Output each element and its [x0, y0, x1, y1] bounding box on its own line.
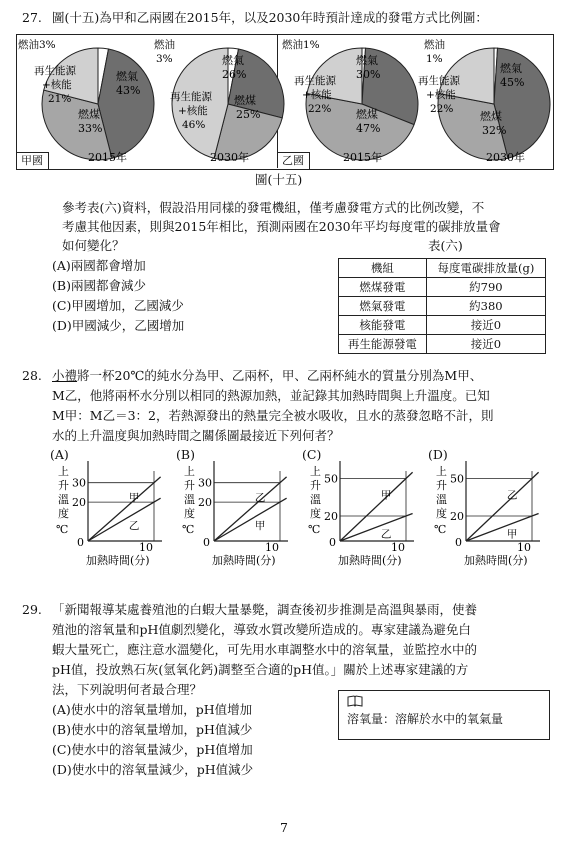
y-axis-char: ℃: [434, 523, 447, 536]
pie-a2030-coal-label-2: 25%: [236, 108, 261, 121]
q28-option-b-label: (B): [176, 447, 195, 462]
table-cell: 燃煤發電: [339, 278, 427, 297]
q29-option-c[interactable]: (C)使水中的溶氧量減少，pH值增加: [52, 742, 253, 757]
tick-label: 0: [455, 536, 462, 549]
q29-note-box: [338, 690, 550, 740]
q28-graph-d[interactable]: [426, 445, 552, 571]
tick-label: 0: [329, 536, 336, 549]
pie-b2015-coal-label-1: 燃煤: [356, 108, 378, 121]
q28-graph-d-svg: [426, 445, 552, 571]
pie-a2030-year: 2030年: [210, 151, 249, 164]
series-label-jia: 甲: [380, 489, 392, 502]
q28-line4: 水的上升溫度與加熱時間之關係圖最接近下列何者？: [52, 428, 340, 443]
series-line-jia: [214, 498, 287, 541]
table-row: [339, 316, 546, 335]
pie-a2030-renew-label-3: 46%: [182, 119, 206, 131]
series-label-yi: 乙: [254, 491, 266, 504]
q28-option-c-label: (C): [302, 447, 322, 462]
pie-a2015-coal-label-1: 燃煤: [78, 108, 100, 121]
q29-number: 29.: [22, 602, 42, 617]
pie-a2015-gas-label-1: 燃氣: [116, 70, 138, 83]
pie-b2030-oil-label-1: 燃油: [424, 39, 445, 51]
y-axis-char: 度: [310, 507, 321, 520]
y-axis-char: 上: [58, 465, 69, 478]
pie-a2030-gas-label-2: 26%: [222, 68, 247, 81]
pie-a2015-coal-label-2: 33%: [78, 122, 103, 135]
q28-graph-a[interactable]: [48, 445, 174, 571]
q29-option-a[interactable]: (A)使水中的溶氧量增加，pH值增加: [52, 702, 253, 717]
country-b-label: 乙國: [277, 152, 310, 169]
pie-b2015-renew-label-3: 22%: [308, 103, 332, 115]
pie-b2030-renew-label-3: 22%: [430, 103, 454, 115]
y-axis-char: 溫: [436, 493, 447, 506]
tick-label: 30: [72, 476, 86, 490]
q29-line3: 蝦大量死亡，應注意水溫變化，可先用水車調整水中的溶氧量，並監控水中的: [52, 642, 478, 657]
pie-a2015-renew-label-3: 21%: [48, 93, 72, 105]
y-axis-char: ℃: [308, 523, 321, 536]
series-line-yi: [214, 477, 287, 541]
page-number: 7: [280, 820, 288, 835]
q27-stem: 圖(十五)為甲和乙兩國在2015年，以及2030年時預計達成的發電方式比例圖：: [52, 10, 488, 25]
tick-label: 0: [77, 536, 84, 549]
y-axis-char: 上: [184, 465, 195, 478]
y-axis-char: ℃: [182, 523, 195, 536]
series-line-jia: [340, 472, 413, 541]
pie-b2030-renew-label-2: +核能: [426, 89, 456, 101]
tick-label: 10: [139, 541, 153, 554]
table-cell: 接近0: [426, 316, 545, 335]
q27-option-d[interactable]: (D)甲國減少，乙國增加: [52, 318, 185, 333]
series-line-jia: [466, 514, 539, 542]
y-axis-char: 度: [58, 507, 69, 520]
table-cell: 約790: [426, 278, 545, 297]
q29-line2: 殖池的溶氧量和pH值劇烈變化，導致水質改變所造成的。專家建議為避免白: [52, 622, 471, 637]
series-label-jia: 甲: [506, 528, 518, 541]
figure-15-caption: 圖(十五): [255, 172, 303, 187]
tick-label: 10: [517, 541, 531, 554]
tick-label: 10: [265, 541, 279, 554]
table-row: [339, 297, 546, 316]
y-axis-char: 溫: [310, 493, 321, 506]
pie-b2030-coal-label-2: 32%: [482, 124, 507, 137]
q28-graph-b-svg: [174, 445, 300, 571]
q29-note-text: 溶氧量：溶解於水中的氧氣量: [347, 712, 504, 726]
y-axis-char: 上: [436, 465, 447, 478]
pie-a2030-oil-label-2: 3%: [156, 53, 173, 65]
pie-a2015-renew-label-1: 再生能源: [34, 65, 76, 77]
q29-option-b[interactable]: (B)使水中的溶氧量增加，pH值減少: [52, 722, 253, 737]
tick-label: 20: [72, 496, 86, 510]
tick-label: 30: [198, 476, 212, 490]
table-cell: 核能發電: [339, 316, 427, 335]
pie-b2015-gas-label-2: 30%: [356, 68, 381, 81]
series-line-yi: [340, 514, 413, 542]
pie-b2015-renew-label-1: 再生能源: [294, 75, 336, 87]
x-axis-label: 加熱時間(分): [212, 554, 276, 567]
book-icon: [347, 695, 363, 707]
table-6-header-unit: 機組: [339, 259, 427, 278]
pie-b2015-coal-label-2: 47%: [356, 122, 381, 135]
x-axis-label: 加熱時間(分): [338, 554, 402, 567]
y-axis-char: ℃: [56, 523, 69, 536]
y-axis-char: 度: [436, 507, 447, 520]
q28-option-a-label: (A): [50, 447, 69, 462]
q28-graph-a-svg: [48, 445, 174, 571]
series-line-yi: [466, 472, 539, 541]
pie-b2030: [438, 48, 550, 160]
pie-b2030-gas-label-1: 燃氣: [500, 62, 522, 75]
series-label-yi: 乙: [506, 489, 518, 502]
pie-a2030-coal-label-1: 燃煤: [234, 94, 256, 107]
q27-option-a[interactable]: (A)兩國都會增加: [52, 258, 146, 273]
pie-b2030-renew-label-1: 再生能源: [418, 75, 460, 87]
q29-line1: 「新聞報導某處養殖池的白蝦大量暴斃，調查後初步推測是高溫與暴雨，使養: [52, 602, 478, 617]
q28-name: 小禮: [52, 368, 78, 383]
tick-label: 50: [324, 472, 338, 486]
q28-number: 28.: [22, 368, 42, 383]
pie-b2030-gas-label-2: 45%: [500, 76, 525, 89]
pie-charts: [16, 34, 552, 168]
table-row: [339, 335, 546, 354]
pie-a2015-oil-label: 燃油3%: [18, 39, 56, 51]
pie-a2030-oil-label-1: 燃油: [154, 39, 175, 51]
q27-option-c[interactable]: (C)甲國增加，乙國減少: [52, 298, 184, 313]
pie-a2015-year: 2015年: [88, 151, 127, 164]
q27-number: 27.: [22, 10, 42, 25]
table-cell: 接近0: [426, 335, 545, 354]
q28-line3: M甲：M乙＝3：2，若熱源發出的熱量完全被水吸收，且水的蒸發忽略不計，則: [52, 408, 494, 423]
series-label-yi: 乙: [128, 519, 140, 532]
pie-b2015-renew-label-2: +核能: [302, 89, 332, 101]
series-label-jia: 甲: [128, 491, 140, 504]
table-6: [338, 258, 546, 354]
table-row: [339, 278, 546, 297]
y-axis-char: 升: [184, 479, 195, 492]
x-axis-label: 加熱時間(分): [464, 554, 528, 567]
q29-line5: 法，下列說明何者最合理？: [52, 682, 203, 697]
table-cell: 燃氣發電: [339, 297, 427, 316]
q28-graph-c-svg: [300, 445, 426, 571]
tick-label: 50: [450, 472, 464, 486]
q28-graph-b[interactable]: [174, 445, 300, 571]
series-line-jia: [88, 477, 161, 541]
pie-b2030-coal-label-1: 燃煤: [480, 110, 502, 123]
series-label-yi: 乙: [380, 528, 392, 541]
pie-a2030-gas-label-1: 燃氣: [222, 54, 244, 67]
q28-option-d-label: (D): [428, 447, 448, 462]
x-axis-label: 加熱時間(分): [86, 554, 150, 567]
series-line-yi: [88, 498, 161, 541]
y-axis-char: 升: [436, 479, 447, 492]
table-cell: 約380: [426, 297, 545, 316]
pie-b2030-year: 2030年: [486, 151, 525, 164]
pie-b2030-oil-label-2: 1%: [426, 53, 443, 65]
q28-graph-c[interactable]: [300, 445, 426, 571]
table-6-header-row: [339, 259, 546, 278]
y-axis-char: 升: [58, 479, 69, 492]
y-axis-char: 度: [184, 507, 195, 520]
country-a-label: 甲國: [16, 152, 49, 169]
tick-label: 0: [203, 536, 210, 549]
q29-option-d[interactable]: (D)使水中的溶氧量減少，pH值減少: [52, 762, 254, 777]
y-axis-char: 升: [310, 479, 321, 492]
q28-line1: 將一杯20℃的純水分為甲、乙兩杯，甲、乙兩杯純水的質量分別為M甲、: [77, 368, 483, 383]
pie-b2015-year: 2015年: [343, 151, 382, 164]
table-6-header-emission: 每度電碳排放量(g): [426, 259, 545, 278]
q27-body-line3: 如何變化？: [62, 238, 125, 253]
y-axis-char: 溫: [184, 493, 195, 506]
pie-a2015-gas-label-2: 43%: [116, 84, 141, 97]
pie-a2015-renew-label-2: +核能: [42, 79, 72, 91]
pie-b2015-gas-label-1: 燃氣: [356, 54, 378, 67]
q29-line4: pH值，投放熟石灰(氫氧化鈣)調整至合適的pH值。」關於上述專家建議的方: [52, 662, 469, 677]
pie-a2030-renew-label-2: +核能: [178, 105, 208, 117]
tick-label: 20: [450, 510, 464, 523]
q27-body-line1: 參考表(六)資料，假設沿用同樣的發電機組，僅考慮發電方式的比例改變，不: [62, 200, 485, 215]
table-cell: 再生能源發電: [339, 335, 427, 354]
pie-b2015-oil-label: 燃油1%: [282, 39, 320, 51]
q27-body-line2: 考慮其他因素，則與2015年相比，預測兩國在2030年平均每度電的碳排放量會: [62, 219, 501, 234]
tick-label: 20: [198, 496, 212, 510]
series-label-jia: 甲: [254, 519, 266, 532]
q28-line2: M乙，他將兩杯水分別以相同的熱源加熱，並記錄其加熱時間與上升溫度。已知: [52, 388, 490, 403]
tick-label: 20: [324, 510, 338, 523]
y-axis-char: 上: [310, 465, 321, 478]
tick-label: 10: [391, 541, 405, 554]
pie-a2030-renew-label-1: 再生能源: [170, 91, 212, 103]
y-axis-char: 溫: [58, 493, 69, 506]
q27-option-b[interactable]: (B)兩國都會減少: [52, 278, 146, 293]
table-6-title: 表(六): [428, 238, 463, 253]
